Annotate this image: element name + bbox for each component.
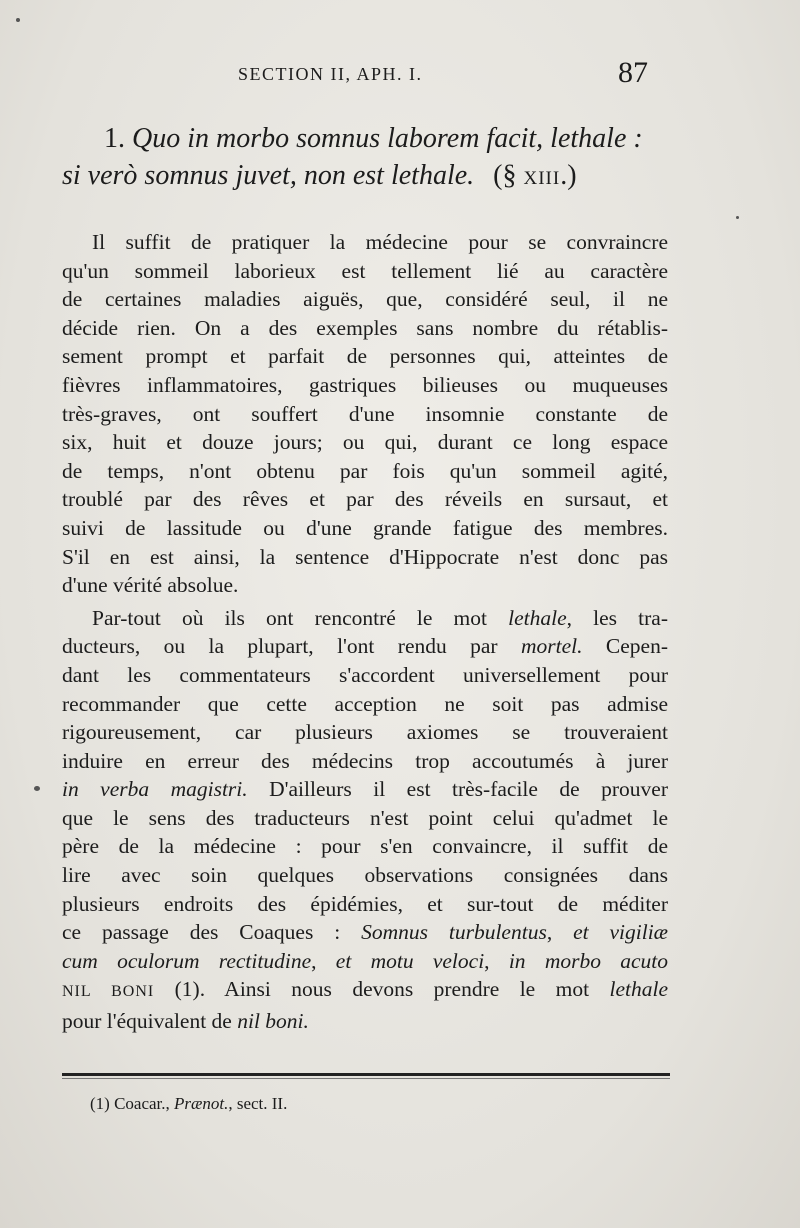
p2-line	[62, 975, 668, 1007]
reference-number: XIII	[523, 168, 561, 189]
p1-line: S'il en est ainsi, la sentence d'Hippocrate n'est donc pas	[62, 544, 668, 569]
footnote-rule	[62, 1073, 670, 1076]
p2-text: (1). Ainsi nous devons prendre le mot	[154, 977, 610, 1002]
p2-line: plusieurs endroits des épidémies, et sur-tout de méditer	[62, 891, 668, 916]
p2-line: recommander que cette acception ne soit pas admise	[62, 691, 668, 716]
p2-line	[62, 632, 668, 661]
p2-italic: Somnus turbulentus	[361, 920, 547, 945]
footnote-marker: (1)	[90, 1094, 110, 1113]
p2-line	[62, 1007, 668, 1036]
p1-line: de certaines maladies aiguës, que, considéré seul, il ne	[62, 287, 668, 312]
p2-text: ce passage des Coaques :	[62, 920, 362, 945]
p2-line: induire en erreur des médecins trop accoutumés à jurer	[62, 748, 668, 773]
p1-line: troublé par des rêves et par des réveils en sursaut, et	[62, 487, 668, 512]
p2-line: rigoureusement, car plusieurs axiomes se trouveraient	[62, 720, 668, 745]
ink-speck	[34, 786, 40, 791]
ink-speck	[736, 216, 739, 219]
p2-text: pour l'équivalent de	[62, 1009, 238, 1034]
aphorism	[62, 120, 674, 197]
p1-line: d'une vérité absolue.	[62, 573, 239, 598]
aphorism-reference	[493, 160, 576, 191]
p2-line: père de la médecine : pour s'en convaincre, il suffit de	[62, 834, 668, 859]
footnote	[90, 1094, 287, 1114]
p1-line: sement prompt et parfait de personnes qui, atteintes de	[62, 344, 668, 369]
p2-smallcaps: NIL BONI	[62, 983, 155, 1001]
footnote-text: Coacar.,	[109, 1094, 175, 1113]
p1-line: qu'un sommeil laborieux est tellement lié au caractère	[62, 258, 668, 283]
p2-text: Cepen-	[582, 634, 668, 659]
footnote-rule-thin	[62, 1078, 670, 1079]
reference-open: (§	[493, 160, 517, 191]
p2-text: Par-tout où ils ont rencontré le mot	[92, 605, 509, 630]
p2-text: , les tra-	[566, 605, 668, 630]
p2-line	[62, 947, 668, 976]
p2-line	[62, 918, 668, 947]
aphorism-line-2	[62, 157, 674, 197]
p2-line	[62, 775, 668, 804]
p1-line: Il suffit de pratiquer la médecine pour se convraincre	[92, 230, 668, 254]
p2-line	[62, 604, 668, 633]
p2-text: ,	[311, 948, 336, 973]
p2-line: que le sens des traducteurs n'est point celui qu'admet le	[62, 805, 668, 830]
p2-italic: nil boni.	[237, 1009, 309, 1034]
aphorism-text-1: Quo in morbo somnus laborem facit, lethale :	[132, 123, 643, 154]
aphorism-line-1	[62, 120, 674, 157]
footnote-text: , sect. II.	[228, 1094, 288, 1113]
p2-italic: et motu veloci	[335, 948, 485, 973]
p1-line: fièvres inflammatoires, gastriques bilieuses ou muqueuses	[62, 372, 668, 397]
ink-speck	[16, 18, 20, 22]
p1-line: très-graves, ont souffert d'une insomnie constante de	[62, 401, 668, 426]
aphorism-text-2: si verò somnus juvet, non est lethale.	[62, 160, 475, 191]
commentary	[62, 228, 668, 1036]
p2-italic: et vigiliæ	[573, 920, 669, 945]
aphorism-number: 1.	[104, 123, 125, 154]
p2-italic: mortel.	[521, 634, 583, 659]
p1-line: décide rien. On a des exemples sans nombre du rétablis-	[62, 315, 668, 340]
p2-italic: in morbo acuto	[508, 948, 669, 973]
p2-line: dant les commentateurs s'accordent universellement pour	[62, 662, 668, 687]
p2-text: ,	[484, 948, 509, 973]
p2-text: ducteurs, ou la plupart, l'ont rendu par	[62, 634, 521, 659]
page-header	[0, 56, 800, 96]
reference-close: .)	[560, 160, 577, 191]
p2-italic: cum oculorum rectitudine	[62, 948, 312, 973]
running-head: SECTION II, APH. I.	[238, 64, 423, 84]
p2-italic: lethale	[508, 605, 567, 630]
page-number: 87	[618, 56, 648, 89]
p1-line: suivi de lassitude ou d'une grande fatigue des membres.	[62, 515, 668, 540]
p1-line: six, huit et douze jours; ou qui, durant ce long espace	[62, 430, 668, 455]
p2-line: lire avec soin quelques observations consignées dans	[62, 863, 668, 888]
p2-text: ,	[546, 920, 574, 945]
p2-italic: in verba magistri.	[62, 777, 248, 802]
p2-italic: lethale	[609, 977, 669, 1002]
footnote-italic: Prænot.	[174, 1094, 229, 1113]
p1-line: de temps, n'ont obtenu par fois qu'un sommeil agité,	[62, 458, 668, 483]
p2-text: D'ailleurs il est très-facile de prouver	[247, 777, 669, 802]
